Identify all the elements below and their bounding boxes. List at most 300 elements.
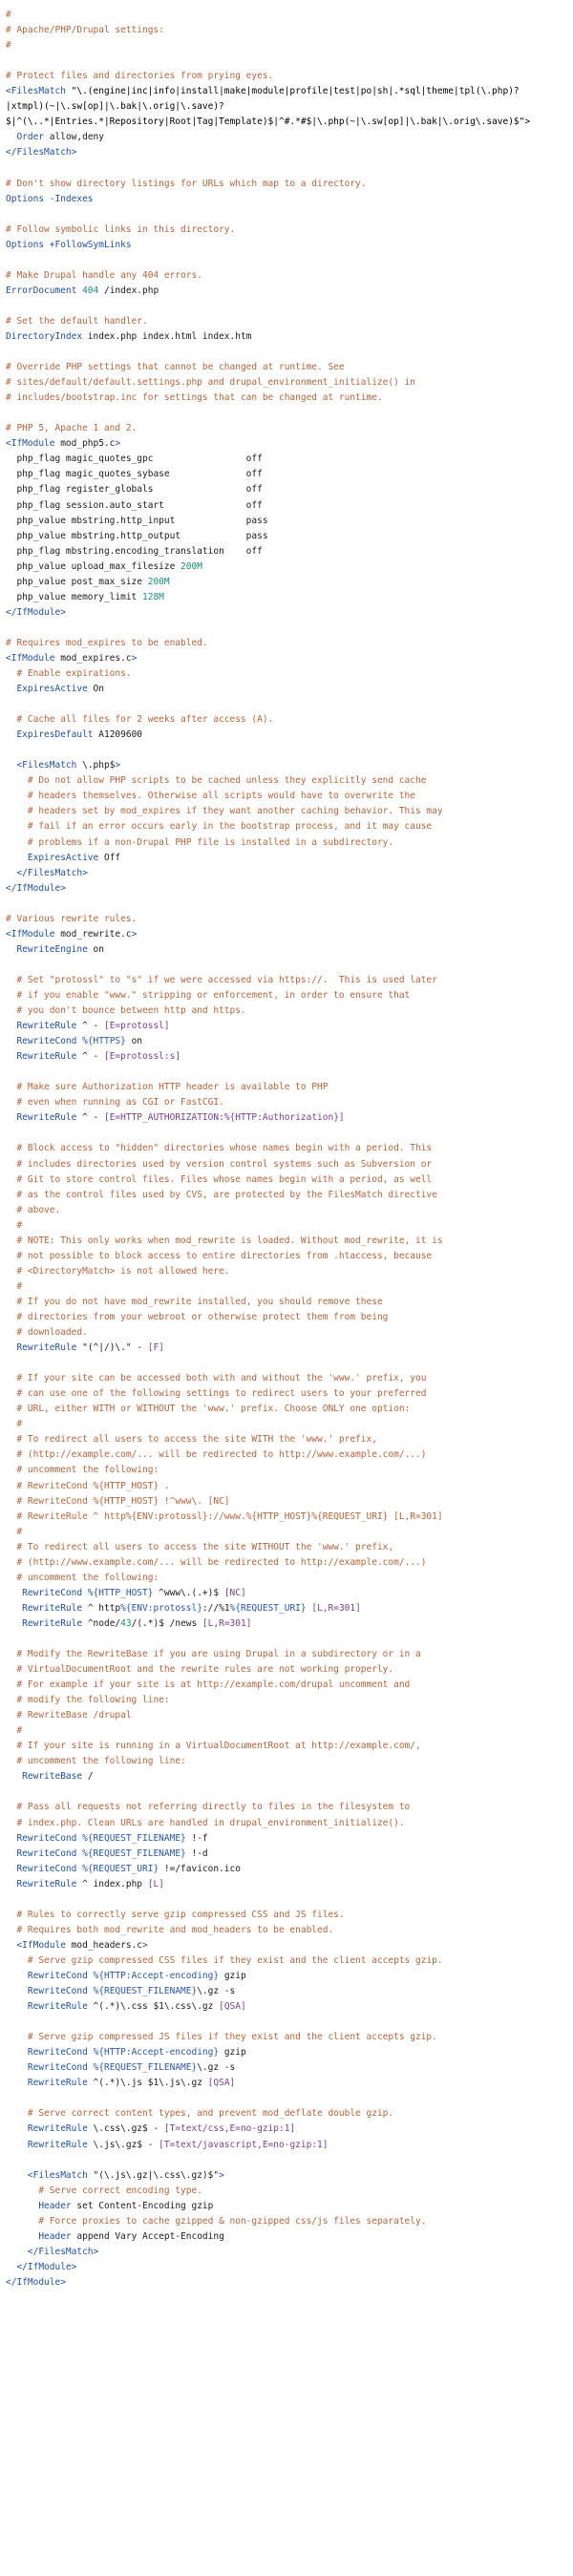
- code-line: [6, 514, 573, 529]
- code-token: on: [87, 943, 104, 955]
- code-token: RewriteRule: [16, 1878, 77, 1890]
- code-token: # Serve correct encoding type.: [38, 2185, 202, 2196]
- code-token: 43: [120, 1617, 132, 1629]
- code-token: [T=text/css,E=no-gzip:1]: [163, 2123, 296, 2135]
- code-token: #: [16, 1419, 23, 1430]
- code-token: $|^(\..*|Entries.*|Repository|Root|Tag|Template)$|^#.*#$|\.php(~|\.sw[op]|\.bak|\.orig\.save)$">: [6, 116, 531, 128]
- code-line: [6, 2076, 573, 2091]
- code-line: [6, 2015, 573, 2030]
- code-line: [6, 1800, 573, 1815]
- code-line: [6, 1847, 573, 1862]
- code-token: [QSA]: [219, 2001, 246, 2013]
- code-line: [6, 1279, 573, 1295]
- code-token: allow,deny: [44, 132, 104, 143]
- code-token: php_value memory_limit: [16, 591, 143, 602]
- code-token: [L,R=301]: [306, 1602, 361, 1614]
- code-line: [6, 590, 573, 605]
- code-line: [6, 1892, 573, 1908]
- code-line: [6, 789, 573, 804]
- code-line: [6, 268, 573, 284]
- code-line: [6, 436, 573, 452]
- code-line: [6, 8, 573, 23]
- code-token: <IfModule: [6, 652, 55, 664]
- code-line: [6, 897, 573, 912]
- code-token: %{REQUEST_URI}: [76, 1863, 159, 1874]
- code-token: |xtmpl)(~|\.sw[op]|\.bak|\.orig|\.save)?: [6, 101, 224, 113]
- code-token: # Cache all files for 2 weeks after access (A).: [16, 714, 274, 726]
- code-token: # Enable expirations.: [16, 668, 132, 680]
- code-line: [6, 804, 573, 819]
- code-line: [6, 1341, 573, 1356]
- code-line: [6, 498, 573, 514]
- code-line: [6, 23, 573, 38]
- code-token: "\.(engine|inc|info|install|make|module|profile|test|po|sh|.*sql|theme|tpl(\.php)?: [71, 86, 520, 97]
- code-token: RewriteEngine: [16, 943, 88, 955]
- code-line: [6, 2060, 573, 2076]
- code-token: +FollowSymLinks: [44, 239, 132, 250]
- code-token: RewriteRule: [27, 2123, 88, 2135]
- code-token: RewriteCond: [16, 1863, 77, 1874]
- code-token: [L,R=301]: [202, 1617, 252, 1629]
- code-token: # Protect files and directories from prying eyes.: [6, 71, 274, 82]
- code-token: [E=HTTP_AUTHORIZATION:%{HTTP:Authorization}]: [103, 1112, 345, 1124]
- code-token: >: [219, 2169, 224, 2181]
- code-token: #: [16, 1219, 23, 1231]
- code-line: [6, 1525, 573, 1540]
- code-token: # Serve gzip compressed JS files if they exist and the client accepts gzip.: [27, 2032, 437, 2043]
- code-line: [6, 1188, 573, 1203]
- code-token: RewriteRule: [27, 2139, 88, 2150]
- code-line: [6, 2184, 573, 2199]
- code-token: # RewriteCond %{HTTP_HOST} .: [16, 1480, 170, 1491]
- code-token: RewriteRule: [22, 1602, 83, 1614]
- code-line: [6, 682, 573, 697]
- code-token: [T=text/javascript,E=no-gzip:1]: [159, 2139, 329, 2150]
- code-token: # not possible to block access to entire directories from .htaccess, because: [16, 1250, 433, 1261]
- code-token: ^ -: [76, 1112, 104, 1124]
- code-line: [6, 866, 573, 881]
- code-line: [6, 391, 573, 406]
- code-token: php_flag magic_quotes_gpc off: [16, 454, 263, 465]
- code-token: RewriteRule: [22, 1617, 83, 1629]
- code-line: [6, 1432, 573, 1447]
- code-token: # includes/bootstrap.inc for settings that can be changed at runtime.: [6, 392, 383, 404]
- code-token: # downloaded.: [16, 1327, 88, 1339]
- code-token: <IfModule: [16, 1939, 66, 1951]
- code-line: [6, 973, 573, 988]
- code-line: [6, 99, 573, 115]
- code-line: [6, 1157, 573, 1172]
- code-token: RewriteBase: [22, 1771, 83, 1783]
- code-line: [6, 482, 573, 497]
- code-token: # uncomment the following line:: [16, 1756, 186, 1767]
- code-line: [6, 1356, 573, 1371]
- code-token: # fail if an error occurs early in the bootstrap process, and it may cause: [27, 821, 433, 833]
- code-token: RewriteCond: [27, 1986, 88, 1997]
- code-line: [6, 1080, 573, 1095]
- code-token: !-f: [185, 1832, 208, 1844]
- code-line: [6, 1447, 573, 1463]
- code-line: [6, 329, 573, 345]
- code-token: # sites/default/default.settings.php and drupal_environment_initialize() in: [6, 377, 415, 389]
- code-line: [6, 1632, 573, 1647]
- code-token: # includes directories used by version control systems such as Subversion or: [16, 1158, 433, 1170]
- code-token: # Don't show directory listings for URLs which map to a directory.: [6, 178, 367, 189]
- code-token: # Block access to "hidden" directories whose names begin with a period. This: [16, 1143, 433, 1154]
- code-token: </FilesMatch>: [27, 2246, 99, 2257]
- code-line: [6, 1816, 573, 1831]
- code-token: # Pass all requests not referring directly to files in the filesystem to: [16, 1802, 411, 1813]
- code-token: "(\.js\.gz|\.css\.gz)$": [87, 2169, 220, 2181]
- code-line: [6, 207, 573, 222]
- code-line: [6, 222, 573, 238]
- code-line: [6, 621, 573, 636]
- code-line: [6, 452, 573, 467]
- code-token: # Requires mod_expires to be enabled.: [6, 637, 208, 648]
- code-token: #: [16, 1725, 23, 1737]
- code-token: [E=protossl]: [103, 1021, 170, 1032]
- code-token: >: [115, 438, 121, 450]
- code-token: RewriteRule: [16, 1021, 77, 1032]
- code-token: php_value mbstring.http_input pass: [16, 515, 268, 526]
- code-token: # can use one of the following settings to redirect users to your preferred: [16, 1388, 427, 1400]
- code-line: [6, 773, 573, 789]
- code-token: \.js\.gz$ -: [87, 2139, 159, 2150]
- code-token: !-d: [185, 1848, 208, 1859]
- code-token: #: [16, 1526, 23, 1537]
- code-line: [6, 636, 573, 651]
- code-line: [6, 544, 573, 560]
- code-line: [6, 1769, 573, 1784]
- code-line: [6, 1784, 573, 1800]
- code-token: # Requires both mod_rewrite and mod_headers to be enabled.: [16, 1924, 334, 1935]
- code-line: [6, 1325, 573, 1341]
- code-token: # as the control files used by CVS, are protected by the FilesMatch directive: [16, 1189, 437, 1200]
- code-token: # even when running as CGI or FastCGI.: [16, 1097, 224, 1109]
- code-line: [6, 988, 573, 1003]
- code-token: # above.: [16, 1204, 61, 1215]
- code-line: [6, 345, 573, 360]
- code-token: # Make Drupal handle any 404 errors.: [6, 269, 202, 281]
- code-token: ^ -: [76, 1051, 104, 1063]
- code-line: [6, 1693, 573, 1708]
- code-token: ://%1: [202, 1602, 230, 1614]
- code-token: # PHP 5, Apache 1 and 2.: [6, 423, 138, 434]
- code-token: ^(.*)\.css $1\.css\.gz: [87, 2001, 220, 2013]
- code-token: [NC]: [223, 1587, 246, 1598]
- code-token: RewriteRule: [16, 1342, 77, 1354]
- code-line: [6, 958, 573, 973]
- code-line: [6, 1616, 573, 1632]
- code-token: \.php$: [76, 760, 116, 771]
- code-token: # modify the following line:: [16, 1695, 170, 1706]
- code-token: /(.*)$ /news: [131, 1617, 202, 1629]
- code-line: [6, 1510, 573, 1525]
- code-token: # Serve gzip compressed CSS files if they exist and the client accepts gzip.: [27, 1954, 443, 1966]
- code-line: [6, 851, 573, 866]
- code-token: </IfModule>: [16, 2261, 77, 2272]
- code-token: %{REQUEST_FILENAME}: [87, 1986, 198, 1997]
- code-line: [6, 314, 573, 329]
- code-line: [6, 2275, 573, 2291]
- code-line: [6, 1494, 573, 1510]
- code-token: # directories from your webroot or otherwise protect them from being: [16, 1311, 389, 1322]
- code-token: # index.php. Clean URLs are handled in drupal_environment_initialize().: [16, 1817, 405, 1828]
- code-line: [6, 115, 573, 130]
- code-token: [L]: [147, 1878, 164, 1890]
- code-token: php_value mbstring.http_output pass: [16, 530, 268, 541]
- code-token: # NOTE: This only works when mod_rewrite is loaded. Without mod_rewrite, it is: [16, 1235, 443, 1246]
- code-token: RewriteCond: [22, 1587, 83, 1598]
- code-line: [6, 1110, 573, 1126]
- code-line: [6, 881, 573, 897]
- code-line: [6, 1126, 573, 1141]
- code-line: [6, 1249, 573, 1264]
- code-token: ^ http: [82, 1602, 121, 1614]
- code-token: gzip: [219, 2047, 246, 2059]
- code-line: [6, 1386, 573, 1402]
- code-token: # Serve correct content types, and prevent mod_deflate double gzip.: [27, 2108, 394, 2120]
- code-line: [6, 1953, 573, 1969]
- code-token: </IfModule>: [6, 2276, 66, 2288]
- code-token: %{HTTP:Accept-encoding}: [87, 1971, 220, 1981]
- code-token: [E=protossl:s]: [103, 1051, 181, 1063]
- code-line: [6, 666, 573, 682]
- code-token: #: [6, 40, 11, 52]
- code-line: [6, 2260, 573, 2275]
- code-line: [6, 1923, 573, 1938]
- code-token: php_flag register_globals off: [16, 484, 263, 496]
- code-token: %{REQUEST_FILENAME}: [87, 2062, 198, 2074]
- code-token: on: [125, 1036, 143, 1047]
- code-token: php_flag magic_quotes_sybase off: [16, 469, 263, 480]
- code-token: DirectoryIndex: [6, 330, 83, 342]
- code-line: [6, 1969, 573, 1984]
- code-line: [6, 1295, 573, 1310]
- code-line: [6, 2229, 573, 2245]
- code-line: [6, 728, 573, 743]
- code-line: [6, 360, 573, 375]
- code-token: ExpiresActive: [27, 852, 99, 863]
- code-token: %{HTTP:Accept-encoding}: [87, 2047, 220, 2059]
- code-line: [6, 1662, 573, 1678]
- code-token: 200M: [180, 560, 202, 572]
- code-line: [6, 560, 573, 575]
- code-token: ^www\.(.+)$: [153, 1587, 224, 1598]
- code-token: %{REQUEST_FILENAME}: [76, 1832, 186, 1844]
- code-line: [6, 1417, 573, 1432]
- code-line: [6, 575, 573, 590]
- code-token: Options: [6, 239, 45, 250]
- code-token: php_value post_max_size: [16, 576, 148, 587]
- code-token: RewriteCond: [27, 2047, 88, 2059]
- code-line: [6, 912, 573, 927]
- code-token: [F]: [147, 1342, 164, 1354]
- code-line: [6, 2045, 573, 2060]
- code-token: RewriteCond: [16, 1036, 77, 1047]
- code-token: A1209600: [93, 729, 143, 741]
- code-token: mod_rewrite.c: [54, 928, 132, 940]
- code-token: %{REQUEST_URI}: [229, 1602, 307, 1614]
- code-line: [6, 1065, 573, 1080]
- code-line: [6, 1203, 573, 1218]
- code-token: <FilesMatch: [27, 2169, 88, 2181]
- code-line: [6, 177, 573, 192]
- code-line: [6, 284, 573, 299]
- code-line: [6, 743, 573, 758]
- code-token: # headers set by mod_expires if they want another caching behavior. This may: [27, 806, 443, 817]
- code-line: [6, 238, 573, 253]
- code-line: [6, 1877, 573, 1892]
- code-token: set Content-Encoding gzip: [71, 2200, 214, 2211]
- code-line: [6, 1172, 573, 1188]
- code-token: mod_php5.c: [54, 438, 116, 450]
- code-line: [6, 1479, 573, 1494]
- code-line: [6, 1402, 573, 1417]
- code-token: mod_expires.c: [54, 652, 132, 664]
- code-line: [6, 1984, 573, 1999]
- code-token: # To redirect all users to access the site WITHOUT the 'www.' prefix,: [16, 1541, 394, 1552]
- code-line: [6, 1831, 573, 1847]
- code-token: # Force proxies to cache gzipped & non-gzipped css/js files separately.: [38, 2215, 427, 2227]
- code-line: [6, 819, 573, 834]
- code-token: # VirtualDocumentRoot and the rewrite rules are not working properly.: [16, 1664, 394, 1676]
- code-token: <IfModule: [6, 928, 55, 940]
- code-line: [6, 160, 573, 176]
- code-token: # if you enable "www." stripping or enforcement, in order to ensure that: [16, 990, 411, 1001]
- code-line: [6, 1540, 573, 1555]
- code-line: [6, 1908, 573, 1923]
- code-token: /: [82, 1771, 94, 1783]
- code-line: [6, 758, 573, 773]
- code-token: # Follow symbolic links in this directory.: [6, 223, 236, 235]
- code-token: \.gz -s: [197, 1986, 236, 1997]
- code-line: [6, 942, 573, 958]
- code-token: # you don't bounce between http and https.: [16, 1005, 246, 1017]
- code-token: # Modify the RewriteBase if you are using Drupal in a subdirectory or in a: [16, 1649, 421, 1660]
- code-line: [6, 835, 573, 851]
- code-line: [6, 1034, 573, 1049]
- code-line: [6, 192, 573, 207]
- code-line: [6, 2138, 573, 2153]
- code-token: # uncomment the following:: [16, 1572, 159, 1583]
- code-token: RewriteCond: [27, 1971, 88, 1981]
- code-line: [6, 1647, 573, 1662]
- code-line: [6, 2091, 573, 2106]
- code-token: # If your site can be accessed both with and without the 'www.' prefix, you: [16, 1373, 427, 1384]
- code-token: <IfModule: [6, 438, 55, 450]
- code-line: [6, 421, 573, 436]
- code-token: RewriteCond: [27, 2062, 88, 2074]
- code-token: RewriteRule: [27, 2001, 88, 2013]
- code-token: # URL, either WITH or WITHOUT the 'www.' prefix. Choose ONLY one option:: [16, 1404, 411, 1415]
- code-token: >: [115, 760, 121, 771]
- code-line: [6, 1264, 573, 1279]
- code-line: [6, 1218, 573, 1234]
- code-token: ExpiresDefault: [16, 729, 94, 741]
- code-token: #: [6, 10, 11, 20]
- code-line: [6, 529, 573, 544]
- code-token: /index.php: [98, 285, 159, 296]
- code-line: [6, 1141, 573, 1156]
- code-line: [6, 1754, 573, 1769]
- code-token: !=/favicon.ico: [159, 1863, 241, 1874]
- code-token: Off: [98, 852, 121, 863]
- code-line: [6, 697, 573, 712]
- code-line: [6, 2214, 573, 2229]
- code-line: [6, 1723, 573, 1739]
- code-line: [6, 1463, 573, 1478]
- code-token: <FilesMatch: [6, 86, 72, 97]
- code-line: [6, 406, 573, 421]
- code-line: [6, 2199, 573, 2214]
- code-token: # (http://www.example.com/... will be redirected to http://example.com/...): [16, 1556, 427, 1568]
- code-line: [6, 1371, 573, 1386]
- code-line: [6, 1999, 573, 2015]
- code-token: RewriteRule: [16, 1051, 77, 1063]
- code-token: </IfModule>: [6, 882, 66, 894]
- code-token: >: [142, 1939, 148, 1951]
- code-token: Order: [16, 132, 45, 143]
- code-token: # To redirect all users to access the site WITH the 'www.' prefix,: [16, 1434, 377, 1446]
- code-token: ^ index.php: [76, 1878, 148, 1890]
- code-line: [6, 1739, 573, 1754]
- code-line: [6, 1678, 573, 1693]
- code-token: -Indexes: [44, 193, 94, 204]
- code-line: [6, 927, 573, 942]
- code-token: # For example if your site is at http://example.com/drupal uncomment and: [16, 1679, 411, 1691]
- code-line: [6, 84, 573, 99]
- code-line: [6, 145, 573, 160]
- code-line: [6, 467, 573, 482]
- code-line: [6, 651, 573, 666]
- code-line: [6, 1862, 573, 1877]
- code-token: # If you do not have mod_rewrite installed, you should remove these: [16, 1296, 383, 1307]
- code-token: \.css\.gz$ -: [87, 2123, 164, 2135]
- code-line: [6, 2122, 573, 2137]
- code-token: # problems if a non-Drupal PHP file is installed in a subdirectory.: [27, 836, 394, 848]
- code-token: >: [131, 928, 138, 940]
- code-token: %{ENV:protossl}: [120, 1602, 202, 1614]
- code-line: [6, 2153, 573, 2168]
- code-line: [6, 712, 573, 728]
- code-token: # Make sure Authorization HTTP header is available to PHP: [16, 1082, 329, 1093]
- code-token: # <DirectoryMatch> is not allowed here.: [16, 1265, 230, 1277]
- code-line: [6, 53, 573, 69]
- code-token: Header: [38, 2200, 72, 2211]
- code-token: # Override PHP settings that cannot be changed at runtime. See: [6, 362, 345, 373]
- code-token: Options: [6, 193, 45, 204]
- code-token: On: [87, 684, 104, 695]
- code-token: ^(.*)\.js $1\.js\.gz: [87, 2078, 208, 2089]
- code-token: 128M: [142, 591, 164, 602]
- code-token: php_flag mbstring.encoding_translation off: [16, 545, 263, 557]
- code-token: mod_headers.c: [65, 1939, 143, 1951]
- code-token: # uncomment the following:: [16, 1465, 159, 1476]
- code-line: [6, 2168, 573, 2184]
- code-line: [6, 253, 573, 268]
- code-token: # Set the default handler.: [6, 315, 148, 327]
- code-token: # Rules to correctly serve gzip compressed CSS and JS files.: [16, 1909, 345, 1920]
- code-line: [6, 1571, 573, 1586]
- code-token: ^ -: [76, 1021, 104, 1032]
- code-line: [6, 2030, 573, 2045]
- code-line: [6, 1708, 573, 1723]
- code-token: \.gz -s: [197, 2062, 236, 2074]
- code-token: # RewriteBase /drupal: [16, 1710, 132, 1721]
- code-token: # Do not allow PHP scripts to be cached unless they explicitly send cache: [27, 775, 427, 787]
- code-line: [6, 1310, 573, 1325]
